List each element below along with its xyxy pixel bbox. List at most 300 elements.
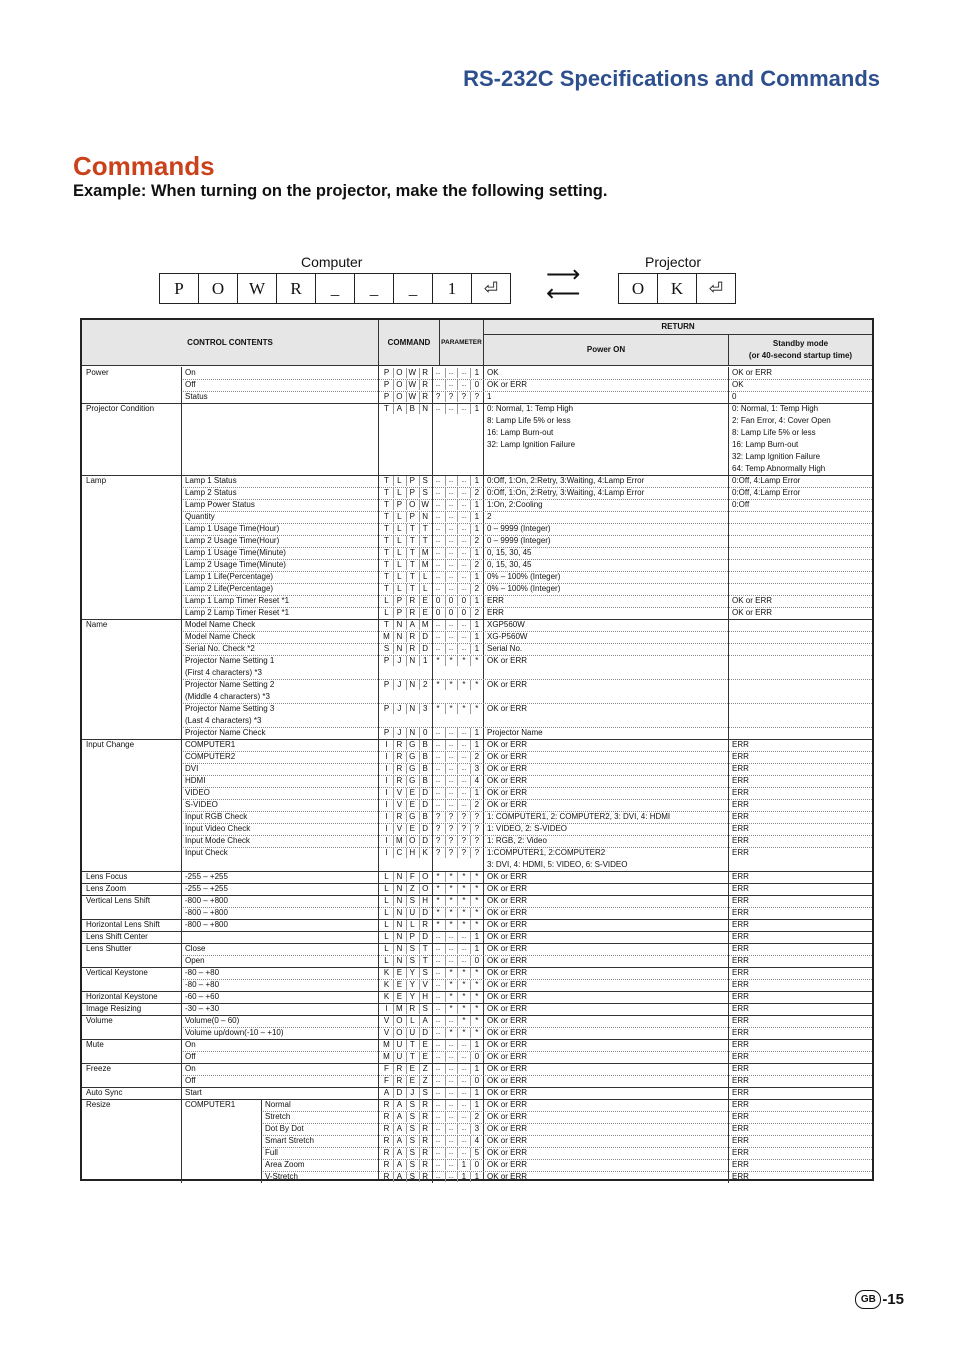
char-divider bbox=[419, 824, 420, 834]
char-divider bbox=[406, 1088, 407, 1098]
command-char: V bbox=[383, 1016, 390, 1025]
computer-cell: R bbox=[277, 273, 316, 304]
command-char: S bbox=[409, 1124, 415, 1133]
command-char: I bbox=[385, 776, 388, 785]
char-divider bbox=[393, 884, 394, 894]
char-divider bbox=[393, 1160, 394, 1170]
command-char: V bbox=[422, 980, 428, 989]
command-char: I bbox=[385, 1004, 388, 1013]
command-char: D bbox=[396, 1088, 403, 1097]
control-subitem: Full bbox=[265, 1148, 278, 1157]
char-divider bbox=[419, 980, 420, 990]
char-divider bbox=[393, 872, 394, 882]
command-char: ? bbox=[461, 392, 467, 401]
char-divider bbox=[457, 656, 458, 666]
header-power-on: Power ON bbox=[484, 335, 728, 365]
char-divider bbox=[457, 1004, 458, 1014]
return-power-on: 0% – 100% (Integer) bbox=[487, 572, 561, 581]
char-divider bbox=[419, 812, 420, 822]
char-divider bbox=[445, 932, 446, 942]
command-char: * bbox=[475, 980, 479, 989]
command-char: 1 bbox=[474, 788, 480, 797]
char-divider bbox=[457, 536, 458, 546]
row-group-label: Vertical Keystone bbox=[86, 968, 148, 977]
command-char: U bbox=[409, 1028, 416, 1037]
char-divider bbox=[393, 752, 394, 762]
char-divider bbox=[393, 788, 394, 798]
header-standby: Standby mode (or 40-second startup time) bbox=[729, 335, 872, 365]
command-char: T bbox=[384, 572, 389, 581]
return-standby: ERR bbox=[732, 1040, 749, 1049]
command-char: L bbox=[397, 572, 402, 581]
command-char: * bbox=[449, 872, 453, 881]
command-char: L bbox=[410, 920, 415, 929]
char-divider bbox=[457, 608, 458, 618]
command-char: ... bbox=[435, 1162, 441, 1168]
return-standby: ERR bbox=[732, 1088, 749, 1097]
command-char: * bbox=[449, 920, 453, 929]
command-char: I bbox=[385, 788, 388, 797]
command-char: R bbox=[422, 920, 429, 929]
command-char: T bbox=[409, 560, 415, 569]
return-standby: ERR bbox=[732, 1100, 749, 1109]
command-char: ? bbox=[435, 392, 441, 401]
char-divider bbox=[419, 380, 420, 390]
command-char: R bbox=[409, 644, 416, 653]
command-char: ? bbox=[448, 392, 454, 401]
char-divider bbox=[393, 392, 394, 402]
return-power-on: OK or ERR bbox=[487, 1040, 528, 1049]
computer-cell: _ bbox=[355, 273, 394, 304]
char-divider bbox=[445, 848, 446, 858]
page-header-title: RS-232C Specifications and Commands bbox=[463, 66, 880, 91]
return-power-on: 0:Off, 1:On, 2:Retry, 3:Waiting, 4:Lamp Error bbox=[487, 488, 645, 497]
char-divider bbox=[470, 572, 471, 582]
command-char: E bbox=[409, 1076, 415, 1085]
command-char: S bbox=[409, 1148, 415, 1157]
command-char: ... bbox=[461, 766, 467, 772]
return-standby: ERR bbox=[732, 740, 749, 749]
command-char: E bbox=[396, 968, 403, 977]
command-char: ... bbox=[448, 1066, 454, 1072]
command-char: 1 bbox=[474, 740, 480, 749]
char-divider bbox=[470, 1100, 471, 1110]
control-item: -30 – +30 bbox=[185, 1004, 220, 1013]
command-char: P bbox=[383, 392, 390, 401]
command-char: R bbox=[383, 1124, 390, 1133]
return-power-on: 1: RGB, 2: Video bbox=[487, 836, 547, 845]
char-divider bbox=[406, 884, 407, 894]
char-divider bbox=[406, 1052, 407, 1062]
char-divider bbox=[393, 932, 394, 942]
char-divider bbox=[393, 1040, 394, 1050]
char-divider bbox=[393, 968, 394, 978]
command-char: N bbox=[396, 896, 403, 905]
char-divider bbox=[393, 680, 394, 690]
char-divider bbox=[445, 1088, 446, 1098]
computer-cell: O bbox=[199, 273, 238, 304]
return-power-on: OK or ERR bbox=[487, 992, 528, 1001]
char-divider bbox=[419, 1112, 420, 1122]
command-char: N bbox=[422, 404, 429, 413]
return-standby: ERR bbox=[732, 1004, 749, 1013]
command-char: * bbox=[462, 680, 466, 689]
command-char: A bbox=[422, 1016, 428, 1025]
command-char: * bbox=[462, 1016, 466, 1025]
char-divider bbox=[393, 1076, 394, 1086]
char-divider bbox=[470, 368, 471, 378]
command-char: ... bbox=[435, 370, 441, 376]
control-subitem: Smart Stretch bbox=[265, 1136, 314, 1145]
command-char: ... bbox=[448, 754, 454, 760]
char-divider bbox=[406, 908, 407, 918]
command-char: ... bbox=[435, 382, 441, 388]
command-char: L bbox=[384, 944, 389, 953]
return-standby: ERR bbox=[732, 980, 749, 989]
computer-cell: _ bbox=[316, 273, 355, 304]
command-char: 1 bbox=[474, 1088, 480, 1097]
char-divider bbox=[419, 728, 420, 738]
row-group-label: Auto Sync bbox=[86, 1088, 123, 1097]
return-standby: OK bbox=[732, 380, 744, 389]
control-item: -80 – +80 bbox=[185, 980, 220, 989]
return-standby: ERR bbox=[732, 812, 749, 821]
char-divider bbox=[419, 1064, 420, 1074]
return-standby: ERR bbox=[732, 992, 749, 1001]
command-char: 1 bbox=[474, 944, 480, 953]
return-power-on: OK or ERR bbox=[487, 1100, 528, 1109]
control-item: Lamp Power Status bbox=[185, 500, 255, 509]
char-divider bbox=[445, 1052, 446, 1062]
return-power-on: OK or ERR bbox=[487, 908, 528, 917]
char-divider bbox=[393, 404, 394, 414]
command-char: ... bbox=[461, 790, 467, 796]
char-divider bbox=[419, 896, 420, 906]
command-char: S bbox=[409, 1100, 415, 1109]
command-char: ? bbox=[435, 824, 441, 833]
command-char: K bbox=[383, 968, 390, 977]
return-power-on: OK or ERR bbox=[487, 704, 528, 713]
command-char: G bbox=[409, 764, 416, 773]
char-divider bbox=[406, 872, 407, 882]
char-divider bbox=[445, 944, 446, 954]
command-char: T bbox=[384, 560, 389, 569]
return-power-on: 0% – 100% (Integer) bbox=[487, 584, 561, 593]
control-item: Model Name Check bbox=[185, 632, 256, 641]
char-divider bbox=[393, 488, 394, 498]
return-power-on: OK or ERR bbox=[487, 944, 528, 953]
return-standby: ERR bbox=[732, 1112, 749, 1121]
command-char: ... bbox=[461, 958, 467, 964]
return-power-on: ERR bbox=[487, 596, 504, 605]
command-char: A bbox=[396, 1124, 403, 1133]
return-standby: ERR bbox=[732, 764, 749, 773]
char-divider bbox=[406, 812, 407, 822]
command-char: * bbox=[462, 968, 466, 977]
command-char: ... bbox=[435, 934, 441, 940]
char-divider bbox=[470, 908, 471, 918]
char-divider bbox=[457, 920, 458, 930]
char-divider bbox=[419, 704, 420, 714]
char-divider bbox=[445, 1016, 446, 1026]
command-char: ... bbox=[448, 1162, 454, 1168]
char-divider bbox=[419, 404, 420, 414]
return-power-on: OK or ERR bbox=[487, 1172, 528, 1181]
command-char: ... bbox=[461, 742, 467, 748]
char-divider bbox=[470, 1016, 471, 1026]
command-char: 1 bbox=[474, 524, 480, 533]
char-divider bbox=[457, 812, 458, 822]
command-char: 0 bbox=[474, 1160, 480, 1169]
command-char: * bbox=[475, 968, 479, 977]
char-divider bbox=[445, 404, 446, 414]
command-char: W bbox=[408, 380, 417, 389]
command-char: ... bbox=[461, 382, 467, 388]
char-divider bbox=[393, 1124, 394, 1134]
char-divider bbox=[406, 1016, 407, 1026]
char-divider bbox=[470, 980, 471, 990]
return-standby: 0:Off, 4:Lamp Error bbox=[732, 476, 801, 485]
char-divider bbox=[406, 380, 407, 390]
command-char: L bbox=[397, 548, 402, 557]
command-char: ... bbox=[448, 934, 454, 940]
return-power-on: 1 bbox=[487, 392, 492, 401]
char-divider bbox=[445, 776, 446, 786]
char-divider bbox=[445, 836, 446, 846]
command-char: M bbox=[383, 1052, 390, 1061]
char-divider bbox=[393, 536, 394, 546]
control-item: Lamp 1 Life(Percentage) bbox=[185, 572, 274, 581]
control-item: Input Video Check bbox=[185, 824, 251, 833]
header-command: COMMAND bbox=[379, 320, 439, 365]
command-char: I bbox=[385, 848, 388, 857]
char-divider bbox=[457, 704, 458, 714]
return-standby: ERR bbox=[732, 1076, 749, 1085]
command-char: ... bbox=[448, 1174, 454, 1180]
command-char: O bbox=[409, 500, 416, 509]
command-char: ... bbox=[461, 562, 467, 568]
return-power-on: 1: COMPUTER1, 2: COMPUTER2, 3: DVI, 4: HDMI bbox=[487, 812, 671, 821]
control-item: -255 – +255 bbox=[185, 872, 228, 881]
char-divider bbox=[470, 764, 471, 774]
command-char: T bbox=[422, 944, 428, 953]
command-char: P bbox=[396, 608, 403, 617]
command-char: P bbox=[409, 476, 415, 485]
command-char: ? bbox=[448, 848, 454, 857]
command-char: ... bbox=[435, 1138, 441, 1144]
computer-command-cells bbox=[159, 273, 511, 304]
command-char: 0 bbox=[461, 608, 467, 617]
command-char: I bbox=[385, 764, 388, 773]
command-char: E bbox=[396, 992, 403, 1001]
char-divider bbox=[457, 368, 458, 378]
command-char: * bbox=[475, 992, 479, 1001]
command-char: N bbox=[396, 932, 403, 941]
char-divider bbox=[470, 680, 471, 690]
char-divider bbox=[419, 500, 420, 510]
char-divider bbox=[393, 368, 394, 378]
char-divider bbox=[457, 380, 458, 390]
char-divider bbox=[470, 872, 471, 882]
command-char: * bbox=[436, 656, 440, 665]
command-char: S bbox=[422, 476, 428, 485]
control-item: Quantity bbox=[185, 512, 215, 521]
char-divider bbox=[457, 560, 458, 570]
char-divider bbox=[457, 1160, 458, 1170]
row-group-label: Lens Focus bbox=[86, 872, 128, 881]
char-divider bbox=[406, 596, 407, 606]
command-char: ... bbox=[435, 1150, 441, 1156]
command-char: 1 bbox=[474, 728, 480, 737]
command-char: B bbox=[409, 404, 415, 413]
char-divider bbox=[445, 968, 446, 978]
char-divider bbox=[457, 896, 458, 906]
char-divider bbox=[393, 596, 394, 606]
command-char: D bbox=[422, 824, 429, 833]
command-char: ... bbox=[448, 1114, 454, 1120]
command-char: ... bbox=[448, 646, 454, 652]
return-power-on: Serial No. bbox=[487, 644, 523, 653]
char-divider bbox=[406, 632, 407, 642]
control-item: Lamp 1 Status bbox=[185, 476, 237, 485]
char-divider bbox=[419, 968, 420, 978]
char-divider bbox=[419, 1172, 420, 1182]
control-item: VIDEO bbox=[185, 788, 210, 797]
command-char: P bbox=[383, 728, 390, 737]
command-char: Z bbox=[422, 1064, 428, 1073]
command-char: D bbox=[422, 908, 429, 917]
command-char: * bbox=[449, 680, 453, 689]
return-power-on: 0: Normal, 1: Temp High 8: Lamp Life 5% or less 16: Lamp Burn-out 32: Lamp Ignition Failure bbox=[487, 404, 576, 449]
char-divider bbox=[470, 1004, 471, 1014]
header-return: RETURN bbox=[484, 320, 872, 334]
control-item: COMPUTER1 bbox=[185, 740, 236, 749]
char-divider bbox=[406, 848, 407, 858]
command-char: D bbox=[422, 644, 429, 653]
char-divider bbox=[419, 656, 420, 666]
char-divider bbox=[445, 656, 446, 666]
command-char: 4 bbox=[474, 1136, 480, 1145]
char-divider bbox=[406, 560, 407, 570]
page-number bbox=[855, 1290, 904, 1309]
char-divider bbox=[470, 1028, 471, 1038]
control-item: Volume(0 – 60) bbox=[185, 1016, 240, 1025]
command-char: ... bbox=[461, 586, 467, 592]
command-char: ... bbox=[448, 802, 454, 808]
command-char: 2 bbox=[474, 1112, 480, 1121]
char-divider bbox=[406, 944, 407, 954]
command-char: Z bbox=[422, 1076, 428, 1085]
control-subitem: Area Zoom bbox=[265, 1160, 305, 1169]
char-divider bbox=[470, 956, 471, 966]
char-divider bbox=[406, 992, 407, 1002]
command-char: * bbox=[436, 680, 440, 689]
command-char: ... bbox=[435, 1114, 441, 1120]
command-char: T bbox=[384, 404, 389, 413]
char-divider bbox=[445, 920, 446, 930]
command-char: ... bbox=[435, 982, 441, 988]
command-char: R bbox=[383, 1160, 390, 1169]
char-divider bbox=[406, 1004, 407, 1014]
command-char: ... bbox=[435, 1018, 441, 1024]
command-char: E bbox=[409, 824, 415, 833]
command-char: J bbox=[397, 680, 402, 689]
command-char: 0 bbox=[474, 1052, 480, 1061]
command-char: ... bbox=[448, 742, 454, 748]
control-item: DVI bbox=[185, 764, 199, 773]
command-char: ? bbox=[474, 836, 480, 845]
char-divider bbox=[445, 956, 446, 966]
row-group-label: Image Resizing bbox=[86, 1004, 142, 1013]
char-divider bbox=[445, 1172, 446, 1182]
char-divider bbox=[445, 908, 446, 918]
return-standby: OK or ERR bbox=[732, 608, 773, 617]
command-char: R bbox=[422, 1136, 429, 1145]
char-divider bbox=[445, 1160, 446, 1170]
control-item: On bbox=[185, 1064, 196, 1073]
char-divider bbox=[445, 980, 446, 990]
char-divider bbox=[470, 476, 471, 486]
command-char: I bbox=[385, 824, 388, 833]
char-divider bbox=[393, 1064, 394, 1074]
command-char: L bbox=[397, 512, 402, 521]
return-power-on: 0:Off, 1:On, 2:Retry, 3:Waiting, 4:Lamp Error bbox=[487, 476, 645, 485]
return-power-on: OK or ERR bbox=[487, 1136, 528, 1145]
command-char: ... bbox=[448, 478, 454, 484]
char-divider bbox=[406, 776, 407, 786]
char-divider bbox=[445, 1028, 446, 1038]
projector-response-cells bbox=[618, 273, 736, 304]
command-char: L bbox=[384, 872, 389, 881]
char-divider bbox=[406, 788, 407, 798]
command-char: I bbox=[385, 812, 388, 821]
char-divider bbox=[393, 608, 394, 618]
command-char: 1 bbox=[474, 548, 480, 557]
char-divider bbox=[393, 956, 394, 966]
command-char: ... bbox=[461, 946, 467, 952]
command-char: R bbox=[409, 632, 416, 641]
command-char: T bbox=[422, 956, 428, 965]
command-char: ... bbox=[461, 490, 467, 496]
command-char: * bbox=[449, 884, 453, 893]
char-divider bbox=[445, 596, 446, 606]
char-divider bbox=[406, 740, 407, 750]
command-char: * bbox=[436, 920, 440, 929]
char-divider bbox=[457, 836, 458, 846]
char-divider bbox=[406, 1148, 407, 1158]
char-divider bbox=[406, 488, 407, 498]
control-item: S-VIDEO bbox=[185, 800, 218, 809]
command-char: ... bbox=[461, 778, 467, 784]
char-divider bbox=[457, 1136, 458, 1146]
command-char: 1 bbox=[474, 404, 480, 413]
return-power-on: OK or ERR bbox=[487, 680, 528, 689]
char-divider bbox=[445, 680, 446, 690]
char-divider bbox=[470, 548, 471, 558]
command-char: ... bbox=[435, 946, 441, 952]
char-divider bbox=[457, 596, 458, 606]
command-char: ? bbox=[448, 812, 454, 821]
command-char: R bbox=[422, 1100, 429, 1109]
row-group-label: Projector Condition bbox=[86, 404, 155, 413]
command-char: R bbox=[383, 1100, 390, 1109]
command-char: J bbox=[397, 704, 402, 713]
control-subitem: Dot By Dot bbox=[265, 1124, 304, 1133]
return-standby: ERR bbox=[732, 1052, 749, 1061]
command-char: ... bbox=[448, 490, 454, 496]
command-char: ... bbox=[448, 514, 454, 520]
command-char: L bbox=[384, 596, 389, 605]
